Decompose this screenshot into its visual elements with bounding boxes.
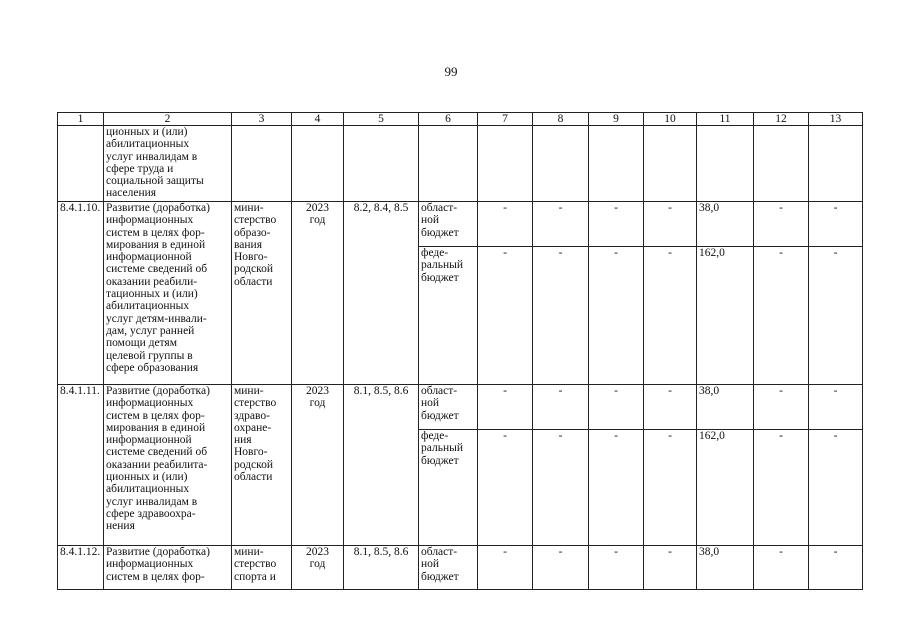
value-cell: -: [589, 385, 644, 430]
item-year: 2023 год: [292, 385, 344, 546]
value-cell: 38,0: [697, 546, 754, 590]
item-number: 8.4.1.12.: [58, 546, 104, 590]
value-cell: -: [533, 546, 589, 590]
item-number: 8.4.1.11.: [58, 385, 104, 546]
value-cell: -: [478, 247, 533, 385]
column-header: 7: [478, 113, 533, 126]
item-targets: 8.1, 8.5, 8.6: [344, 385, 419, 546]
value-cell: -: [478, 546, 533, 590]
value-cell: -: [589, 202, 644, 247]
column-header: 11: [697, 113, 754, 126]
column-header: 1: [58, 113, 104, 126]
table-row: [58, 385, 863, 430]
value-cell: 38,0: [697, 385, 754, 430]
item-targets: 8.2, 8.4, 8.5: [344, 202, 419, 385]
value-cell: -: [478, 430, 533, 546]
value-cell: -: [644, 430, 697, 546]
column-header: 12: [754, 113, 809, 126]
continuation-row: [58, 126, 863, 202]
value-cell: -: [644, 247, 697, 385]
value-cell: -: [809, 430, 863, 546]
item-executor: мини- стерство спорта и: [232, 546, 292, 590]
measures-table: [57, 112, 863, 590]
value-cell: -: [644, 546, 697, 590]
value-cell: -: [754, 546, 809, 590]
page-number: 99: [444, 64, 458, 79]
value-cell: -: [644, 202, 697, 247]
column-header: 10: [644, 113, 697, 126]
value-cell: -: [533, 385, 589, 430]
value-cell: -: [809, 202, 863, 247]
item-description: Развитие (доработка) информационных систем в целях фор-: [104, 546, 232, 590]
item-number: 8.4.1.10.: [58, 202, 104, 385]
value-cell: -: [644, 385, 697, 430]
value-cell: -: [809, 247, 863, 385]
value-cell: -: [533, 202, 589, 247]
value-cell: -: [533, 430, 589, 546]
item-executor: мини- стерство здраво- охране- ния Новго- родской области: [232, 385, 292, 546]
item-year: 2023 год: [292, 546, 344, 590]
budget-source: област- ной бюджет: [419, 546, 478, 590]
value-cell: -: [809, 546, 863, 590]
value-cell: 162,0: [697, 247, 754, 385]
column-header: 2: [104, 113, 232, 126]
item-year: 2023 год: [292, 202, 344, 385]
continuation-description: ционных и (или) абилитационных услуг инвалидам в сфере труда и социальной защиты населения: [104, 126, 232, 202]
value-cell: -: [809, 385, 863, 430]
value-cell: -: [478, 202, 533, 247]
value-cell: -: [533, 247, 589, 385]
table-row: [58, 202, 863, 247]
column-header: 9: [589, 113, 644, 126]
column-header: 5: [344, 113, 419, 126]
column-number-row: [58, 113, 863, 126]
column-header: 3: [232, 113, 292, 126]
budget-source: феде- ральный бюджет: [419, 247, 478, 385]
value-cell: 38,0: [697, 202, 754, 247]
value-cell: -: [754, 430, 809, 546]
value-cell: -: [589, 546, 644, 590]
column-header: 6: [419, 113, 478, 126]
value-cell: -: [589, 430, 644, 546]
column-header: 13: [809, 113, 863, 126]
value-cell: -: [754, 202, 809, 247]
table-row: [58, 546, 863, 590]
value-cell: -: [589, 247, 644, 385]
column-header: 4: [292, 113, 344, 126]
value-cell: 162,0: [697, 430, 754, 546]
budget-source: област- ной бюджет: [419, 202, 478, 247]
value-cell: -: [478, 385, 533, 430]
budget-source: област- ной бюджет: [419, 385, 478, 430]
item-executor: мини- стерство образо- вания Новго- родской области: [232, 202, 292, 385]
value-cell: -: [754, 247, 809, 385]
item-description: Развитие (доработка) информационных систем в целях фор- мирования в единой информационной системе сведений об оказании реабили- тационных и (или) абилитационных услуг детям-инвали- дам, услуг ранней помощи детям целевой группы в сфере образования: [104, 202, 232, 385]
budget-source: феде- ральный бюджет: [419, 430, 478, 546]
value-cell: -: [754, 385, 809, 430]
item-targets: 8.1, 8.5, 8.6: [344, 546, 419, 590]
column-header: 8: [533, 113, 589, 126]
item-description: Развитие (доработка) информационных систем в целях фор- мирования в единой информационной системе сведений об оказании реабилита- ционных и (или) абилитационных услуг инвалидам в сфере здравоохра- нения: [104, 385, 232, 546]
